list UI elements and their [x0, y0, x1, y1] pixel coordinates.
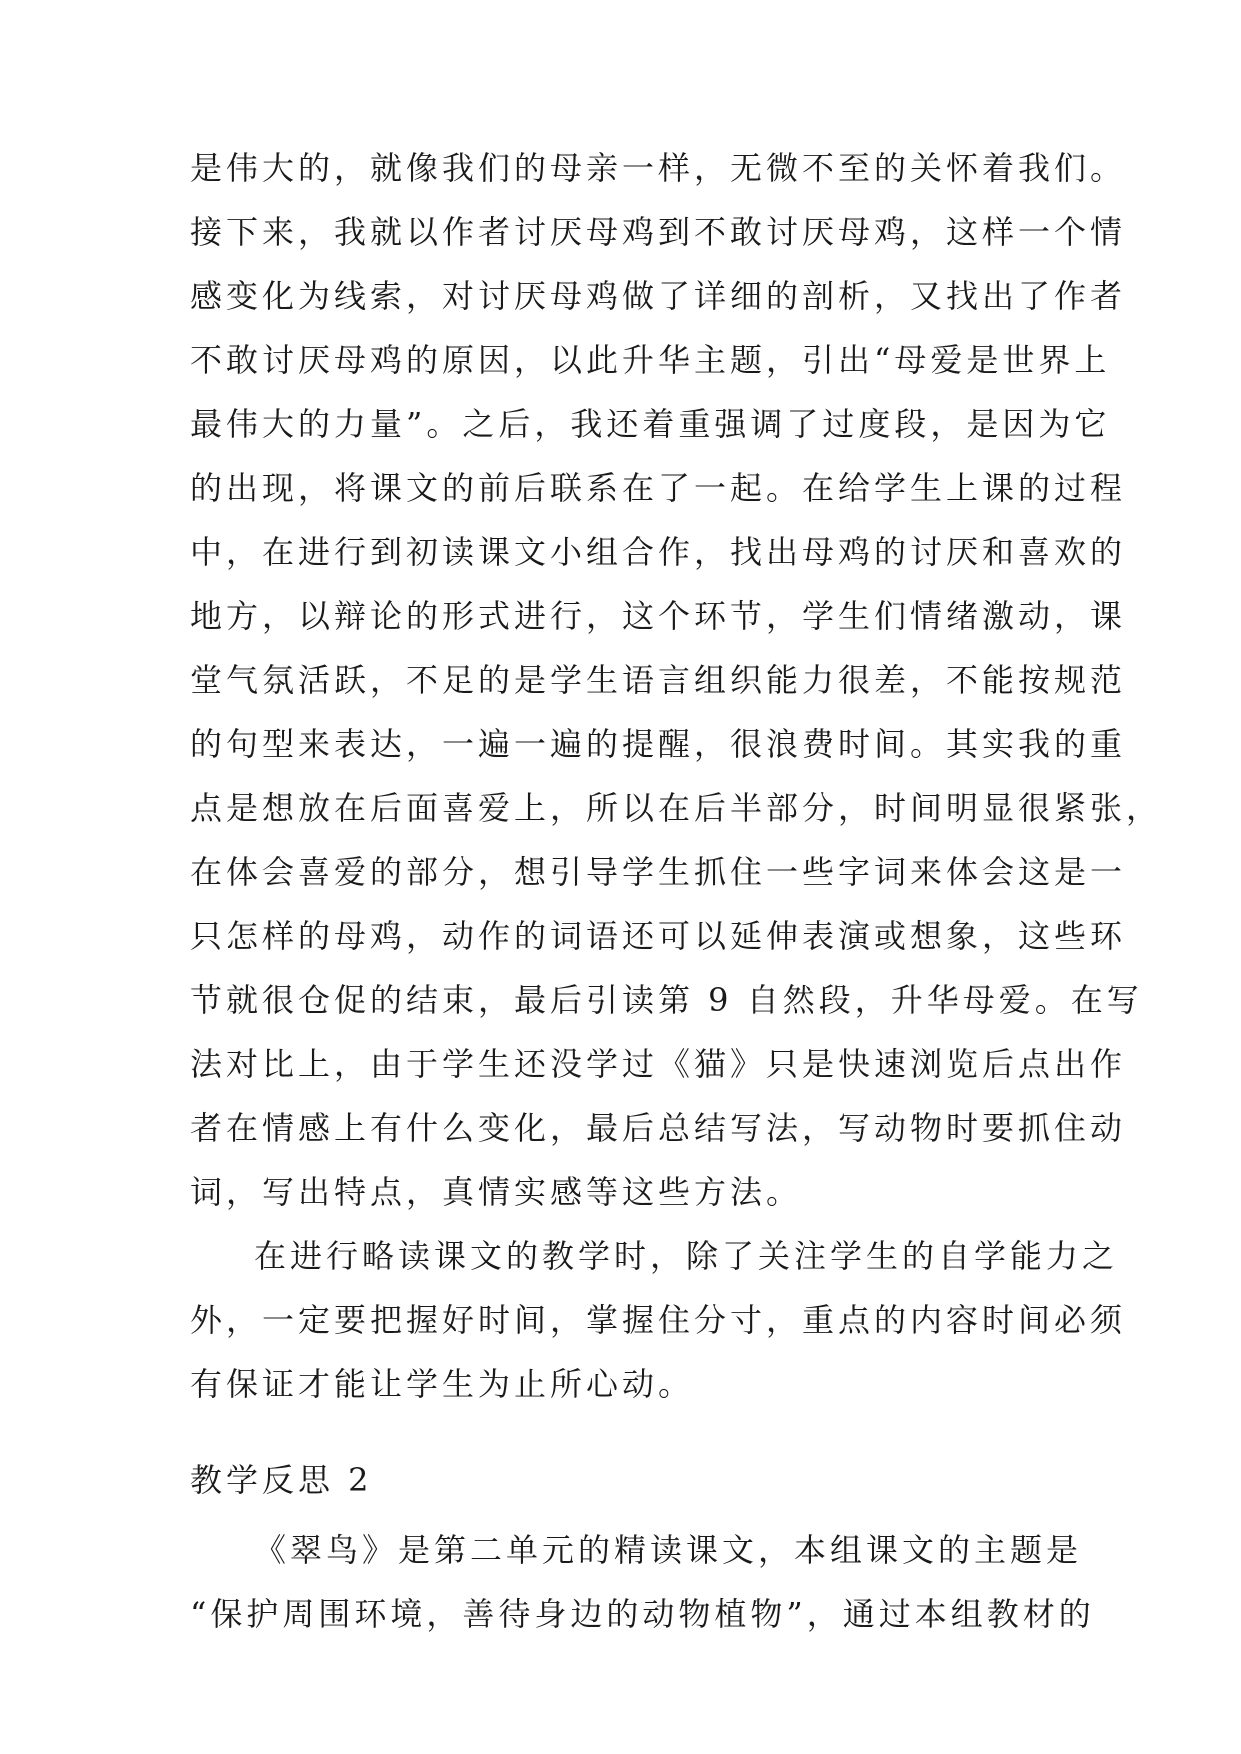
paragraph-line: 外，一定要把握好时间，掌握住分寸，重点的内容时间必须	[190, 1301, 1127, 1339]
paragraph-3	[190, 1518, 1095, 1646]
paragraph-line: 堂气氛活跃，不足的是学生语言组织能力很差，不能按规范	[190, 661, 1127, 699]
paragraph-line: 法对比上，由于学生还没学过《猫》只是快速浏览后点出作	[190, 1045, 1127, 1083]
paragraph-line: “保护周围环境，善待身边的动物植物”，通过本组教材的	[190, 1595, 1095, 1633]
section-heading: 教学反思 2	[190, 1461, 373, 1499]
paragraph-line: 感变化为线索，对讨厌母鸡做了详细的剖析，又找出了作者	[190, 277, 1127, 315]
paragraph-line: 最伟大的力量”。之后，我还着重强调了过度段，是因为它	[190, 405, 1111, 443]
paragraph-line: 在进行略读课文的教学时，除了关注学生的自学能力之	[254, 1237, 1119, 1275]
paragraph-1	[190, 136, 1163, 1224]
paragraph-line: 者在情感上有什么变化，最后总结写法，写动物时要抓住动	[190, 1109, 1127, 1147]
paragraph-line: 在体会喜爱的部分，想引导学生抓住一些字词来体会这是一	[190, 853, 1127, 891]
paragraph-line: 的句型来表达，一遍一遍的提醒，很浪费时间。其实我的重	[190, 725, 1127, 763]
paragraph-line: 中，在进行到初读课文小组合作，找出母鸡的讨厌和喜欢的	[190, 533, 1127, 571]
paragraph-2	[190, 1224, 1127, 1416]
paragraph-line: 节就很仓促的结束，最后引读第 9 自然段，升华母爱。在写	[190, 981, 1143, 1019]
paragraph-line: 接下来，我就以作者讨厌母鸡到不敢讨厌母鸡，这样一个情	[190, 213, 1127, 251]
paragraph-line: 不敢讨厌母鸡的原因，以此升华主题，引出“母爱是世界上	[190, 341, 1111, 379]
paragraph-line: 地方，以辩论的形式进行，这个环节，学生们情绪激动，课	[190, 597, 1127, 635]
paragraph-line: 的出现，将课文的前后联系在了一起。在给学生上课的过程	[190, 469, 1127, 507]
paragraph-line: 词，写出特点，真情实感等这些方法。	[190, 1173, 803, 1211]
paragraph-line: 《翠鸟》是第二单元的精读课文，本组课文的主题是	[254, 1531, 1083, 1569]
paragraph-line: 只怎样的母鸡，动作的词语还可以延伸表演或想象，这些环	[190, 917, 1127, 955]
paragraph-line: 有保证才能让学生为止所心动。	[190, 1365, 695, 1403]
paragraph-line: 点是想放在后面喜爱上，所以在后半部分，时间明显很紧张，	[190, 789, 1163, 827]
paragraph-line: 是伟大的，就像我们的母亲一样，无微不至的关怀着我们。	[190, 149, 1127, 187]
